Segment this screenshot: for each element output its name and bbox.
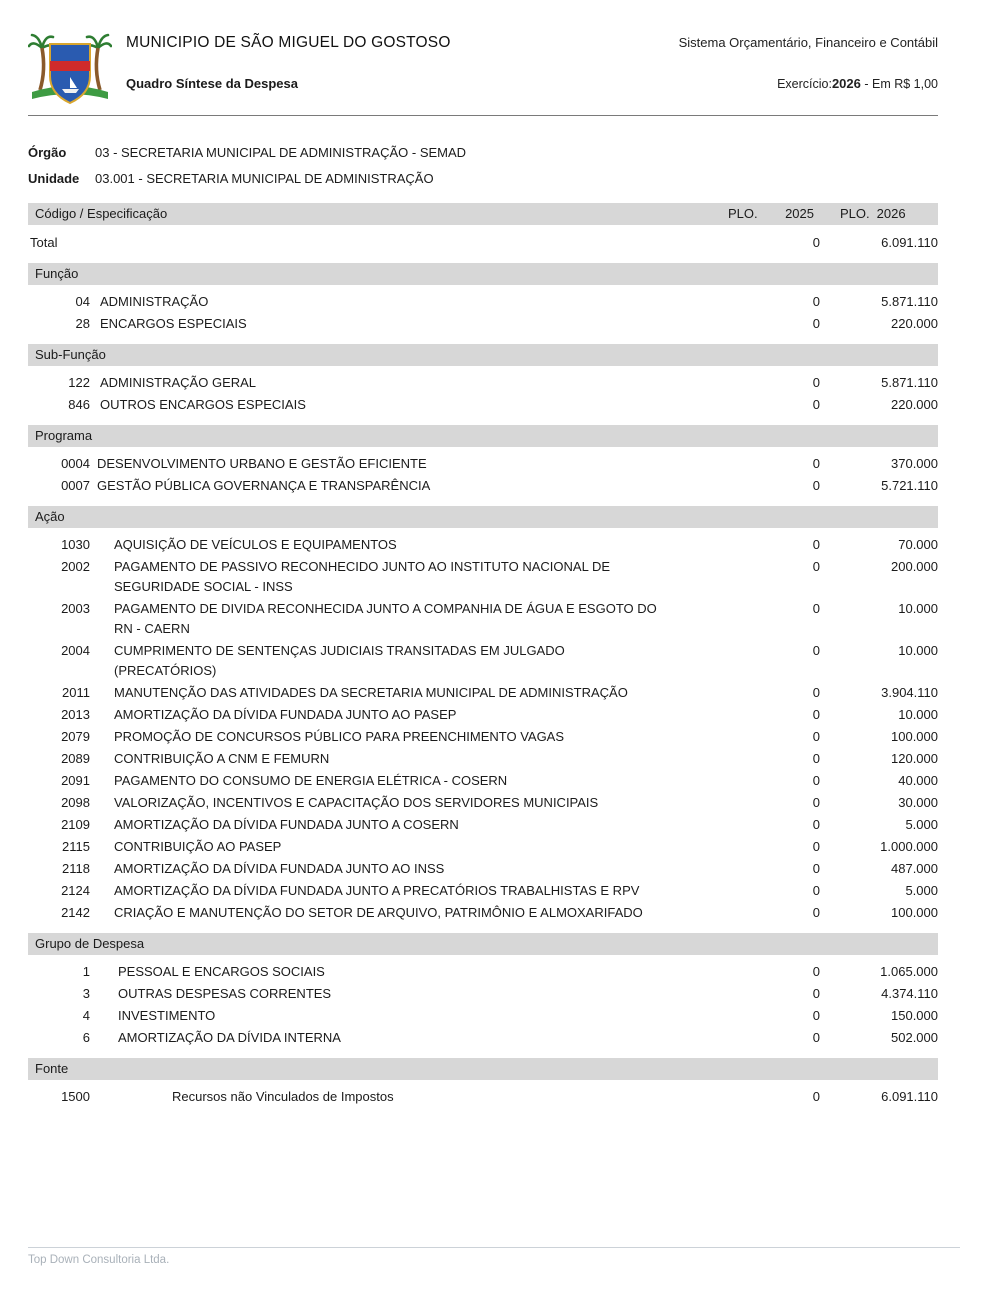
row-code: 2013: [61, 707, 90, 722]
row-plo-2026: 100.000: [891, 729, 938, 744]
row-code: 0007: [61, 478, 90, 493]
row-desc: PAGAMENTO DE DIVIDA RECONHECIDA JUNTO A COMPANHIA DE ÁGUA E ESGOTO DO RN - CAERN: [114, 601, 657, 636]
year-2025: 2025: [785, 206, 814, 221]
exercise-info: [777, 76, 938, 91]
row-plo-2025: 0: [812, 1030, 820, 1045]
row-plo-2026: 487.000: [891, 861, 938, 876]
row-plo-2026: 5.721.110: [881, 478, 938, 493]
row-code: 2115: [62, 839, 90, 854]
row-desc: PAGAMENTO DO CONSUMO DE ENERGIA ELÉTRICA - COSERN: [114, 773, 508, 788]
row-code: 3: [82, 986, 90, 1001]
footer-company: Top Down Consultoria Ltda.: [28, 1254, 170, 1266]
plo-label: PLO.: [840, 206, 870, 221]
table-row: [28, 858, 938, 880]
table-row: [28, 394, 938, 416]
section-header: [28, 506, 938, 528]
row-plo-2026: 5.000: [905, 883, 938, 898]
table-section: [28, 506, 938, 924]
row-plo-2026: 4.374.110: [881, 986, 938, 1001]
row-plo-2026: 40.000: [898, 773, 938, 788]
header-divider: [28, 115, 938, 116]
row-plo-2025: 0: [812, 883, 820, 898]
row-desc: DESENVOLVIMENTO URBANO E GESTÃO EFICIENTE: [97, 456, 427, 471]
row-plo-2026: 370.000: [891, 456, 938, 471]
orgao-value: 03 - SECRETARIA MUNICIPAL DE ADMINISTRAÇÃO - SEMAD: [95, 145, 467, 160]
exercise-suffix: - Em R$ 1,00: [864, 77, 938, 91]
table-section: [28, 263, 938, 335]
header-text: [126, 28, 938, 91]
row-plo-2025: 0: [812, 905, 820, 920]
row-code: 2011: [62, 685, 90, 700]
row-plo-2025: 0: [812, 1089, 820, 1104]
row-plo-2025: 0: [812, 795, 820, 810]
row-code: 2004: [61, 643, 90, 658]
row-plo-2025: 0: [812, 294, 820, 309]
row-desc: ENCARGOS ESPECIAIS: [100, 316, 247, 331]
row-plo-2025: 0: [812, 375, 820, 390]
report-header: [28, 28, 938, 112]
row-plo-2026: 1.000.000: [880, 839, 938, 854]
row-desc: AMORTIZAÇÃO DA DÍVIDA FUNDADA JUNTO A PRECATÓRIOS TRABALHISTAS E RPV: [114, 883, 640, 898]
row-plo-2025: 0: [812, 861, 820, 876]
row-code: 6: [82, 1030, 90, 1045]
row-plo-2026: 5.871.110: [881, 294, 938, 309]
table-row: [28, 640, 938, 682]
row-desc: PAGAMENTO DE PASSIVO RECONHECIDO JUNTO AO INSTITUTO NACIONAL DE SEGURIDADE SOCIAL - INSS: [114, 559, 611, 594]
row-code: 846: [68, 397, 90, 412]
row-plo-2026: 5.000: [905, 817, 938, 832]
section-title: Sub-Função: [35, 347, 106, 362]
municipality-name: MUNICIPIO DE SÃO MIGUEL DO GOSTOSO: [126, 34, 451, 51]
row-plo-2026: 1.065.000: [880, 964, 938, 979]
row-code: 2118: [62, 861, 90, 876]
section-header: [28, 933, 938, 955]
row-plo-2026: 10.000: [898, 707, 938, 722]
table-section: [28, 425, 938, 497]
section-header: [28, 425, 938, 447]
year-2026: 2026: [876, 206, 906, 221]
row-desc: ADMINISTRAÇÃO GERAL: [100, 375, 257, 390]
column-code-spec: Código / Especificação: [35, 206, 168, 221]
section-rows: [28, 534, 938, 924]
system-name: Sistema Orçamentário, Financeiro e Contábil: [678, 35, 938, 50]
row-code: 1500: [61, 1089, 90, 1104]
row-plo-2026: 200.000: [891, 559, 938, 574]
table-row: [28, 682, 938, 704]
row-plo-2025: 0: [812, 456, 820, 471]
column-plo-2026: [814, 206, 932, 222]
table-row: [28, 291, 938, 313]
table-row: [28, 792, 938, 814]
table-row: [28, 814, 938, 836]
row-plo-2025: 0: [812, 986, 820, 1001]
row-desc: AQUISIÇÃO DE VEÍCULOS E EQUIPAMENTOS: [114, 537, 397, 552]
row-code: 2003: [61, 601, 90, 616]
orgao-label: Órgão: [28, 145, 67, 160]
report-title: Quadro Síntese da Despesa: [126, 76, 298, 91]
total-plo-2026: 6.091.110: [881, 235, 938, 250]
table-row: [28, 534, 938, 556]
row-plo-2026: 10.000: [898, 601, 938, 616]
table-row: [28, 372, 938, 394]
section-title: Função: [35, 266, 79, 281]
row-plo-2025: 0: [812, 1008, 820, 1023]
row-desc: AMORTIZAÇÃO DA DÍVIDA INTERNA: [118, 1030, 341, 1045]
table-row: [28, 1027, 938, 1049]
row-desc: CUMPRIMENTO DE SENTENÇAS JUDICIAIS TRANSITADAS EM JULGADO (PRECATÓRIOS): [114, 643, 565, 678]
row-desc: INVESTIMENTO: [118, 1008, 216, 1023]
row-code: 2091: [61, 773, 90, 788]
table-row: [28, 313, 938, 335]
row-code: 2079: [61, 729, 90, 744]
unidade-value: 03.001 - SECRETARIA MUNICIPAL DE ADMINISTRAÇÃO: [95, 171, 434, 186]
table-row: [28, 983, 938, 1005]
row-plo-2025: 0: [812, 643, 820, 658]
row-code: 1: [82, 964, 90, 979]
row-plo-2026: 100.000: [891, 905, 938, 920]
row-code: 28: [75, 316, 90, 331]
unidade-row: [28, 170, 938, 187]
table-section: [28, 1058, 938, 1108]
row-code: 2142: [61, 905, 90, 920]
column-plo-2025: [714, 206, 814, 222]
row-plo-2026: 10.000: [898, 643, 938, 658]
orgao-row: [28, 144, 938, 161]
row-desc: Recursos não Vinculados de Impostos: [172, 1089, 394, 1104]
row-plo-2025: 0: [812, 729, 820, 744]
row-code: 1030: [61, 537, 90, 552]
row-code: 122: [68, 375, 90, 390]
section-title: Grupo de Despesa: [35, 936, 145, 951]
total-row: [28, 231, 938, 254]
total-label: Total: [30, 235, 58, 250]
table-row: [28, 598, 938, 640]
row-desc: CRIAÇÃO E MANUTENÇÃO DO SETOR DE ARQUIVO, PATRIMÔNIO E ALMOXARIFADO: [114, 905, 643, 920]
row-plo-2025: 0: [812, 685, 820, 700]
table-row: [28, 902, 938, 924]
section-rows: [28, 453, 938, 497]
row-desc: AMORTIZAÇÃO DA DÍVIDA FUNDADA JUNTO AO INSS: [114, 861, 445, 876]
row-desc: GESTÃO PÚBLICA GOVERNANÇA E TRANSPARÊNCIA: [97, 478, 431, 493]
row-code: 2124: [61, 883, 90, 898]
table-row: [28, 880, 938, 902]
section-rows: [28, 1086, 938, 1108]
section-title: Ação: [35, 509, 65, 524]
table-row: [28, 1086, 938, 1108]
row-desc: AMORTIZAÇÃO DA DÍVIDA FUNDADA JUNTO A COSERN: [114, 817, 459, 832]
row-desc: CONTRIBUIÇÃO A CNM E FEMURN: [114, 751, 330, 766]
row-code: 04: [75, 294, 90, 309]
municipal-crest-logo: [28, 28, 112, 112]
row-plo-2025: 0: [812, 751, 820, 766]
row-plo-2026: 220.000: [891, 397, 938, 412]
row-plo-2026: 70.000: [898, 537, 938, 552]
exercise-year: 2026: [831, 76, 861, 91]
table-row: [28, 770, 938, 792]
row-plo-2025: 0: [812, 817, 820, 832]
table-row: [28, 961, 938, 983]
unidade-label: Unidade: [28, 171, 80, 186]
row-plo-2025: 0: [812, 964, 820, 979]
row-plo-2026: 220.000: [891, 316, 938, 331]
row-plo-2025: 0: [812, 397, 820, 412]
section-header: [28, 263, 938, 285]
row-plo-2025: 0: [812, 478, 820, 493]
row-desc: PESSOAL E ENCARGOS SOCIAIS: [118, 964, 325, 979]
plo-label: PLO.: [728, 206, 758, 221]
row-plo-2025: 0: [812, 316, 820, 331]
section-rows: [28, 372, 938, 416]
row-plo-2026: 150.000: [891, 1008, 938, 1023]
table-body: [28, 263, 938, 1108]
table-section: [28, 344, 938, 416]
report-footer: [28, 1247, 960, 1266]
row-plo-2026: 6.091.110: [881, 1089, 938, 1104]
section-header: [28, 344, 938, 366]
table-row: [28, 836, 938, 858]
row-plo-2025: 0: [812, 537, 820, 552]
row-plo-2026: 5.871.110: [881, 375, 938, 390]
row-plo-2026: 30.000: [898, 795, 938, 810]
table-row: [28, 475, 938, 497]
table-row: [28, 748, 938, 770]
section-header: [28, 1058, 938, 1080]
table-section: [28, 933, 938, 1049]
row-code: 0004: [61, 456, 90, 471]
table-row: [28, 1005, 938, 1027]
row-desc: PROMOÇÃO DE CONCURSOS PÚBLICO PARA PREENCHIMENTO VAGAS: [114, 729, 565, 744]
row-plo-2025: 0: [812, 707, 820, 722]
row-code: 2109: [61, 817, 90, 832]
row-desc: VALORIZAÇÃO, INCENTIVOS E CAPACITAÇÃO DOS SERVIDORES MUNICIPAIS: [114, 795, 599, 810]
table-row: [28, 453, 938, 475]
row-code: 2098: [61, 795, 90, 810]
table-header: [28, 203, 938, 225]
row-plo-2025: 0: [812, 773, 820, 788]
section-rows: [28, 961, 938, 1049]
table-row: [28, 726, 938, 748]
row-desc: ADMINISTRAÇÃO: [100, 294, 209, 309]
row-desc: OUTROS ENCARGOS ESPECIAIS: [100, 397, 306, 412]
table-row: [28, 704, 938, 726]
row-plo-2025: 0: [812, 559, 820, 574]
total-plo-2025: 0: [812, 235, 820, 250]
row-plo-2026: 120.000: [891, 751, 938, 766]
report-meta: [28, 144, 938, 187]
row-plo-2025: 0: [812, 601, 820, 616]
row-desc: MANUTENÇÃO DAS ATIVIDADES DA SECRETARIA MUNICIPAL DE ADMINISTRAÇÃO: [114, 685, 628, 700]
table-row: [28, 556, 938, 598]
row-plo-2025: 0: [812, 839, 820, 854]
row-desc: OUTRAS DESPESAS CORRENTES: [118, 986, 332, 1001]
row-code: 2089: [61, 751, 90, 766]
row-code: 4: [82, 1008, 90, 1023]
row-plo-2026: 3.904.110: [881, 685, 938, 700]
row-desc: AMORTIZAÇÃO DA DÍVIDA FUNDADA JUNTO AO PASEP: [114, 707, 457, 722]
section-title: Fonte: [35, 1061, 69, 1076]
section-title: Programa: [35, 428, 93, 443]
row-plo-2026: 502.000: [891, 1030, 938, 1045]
row-code: 2002: [61, 559, 90, 574]
row-desc: CONTRIBUIÇÃO AO PASEP: [114, 839, 282, 854]
section-rows: [28, 291, 938, 335]
exercise-label: Exercício:: [777, 77, 832, 91]
